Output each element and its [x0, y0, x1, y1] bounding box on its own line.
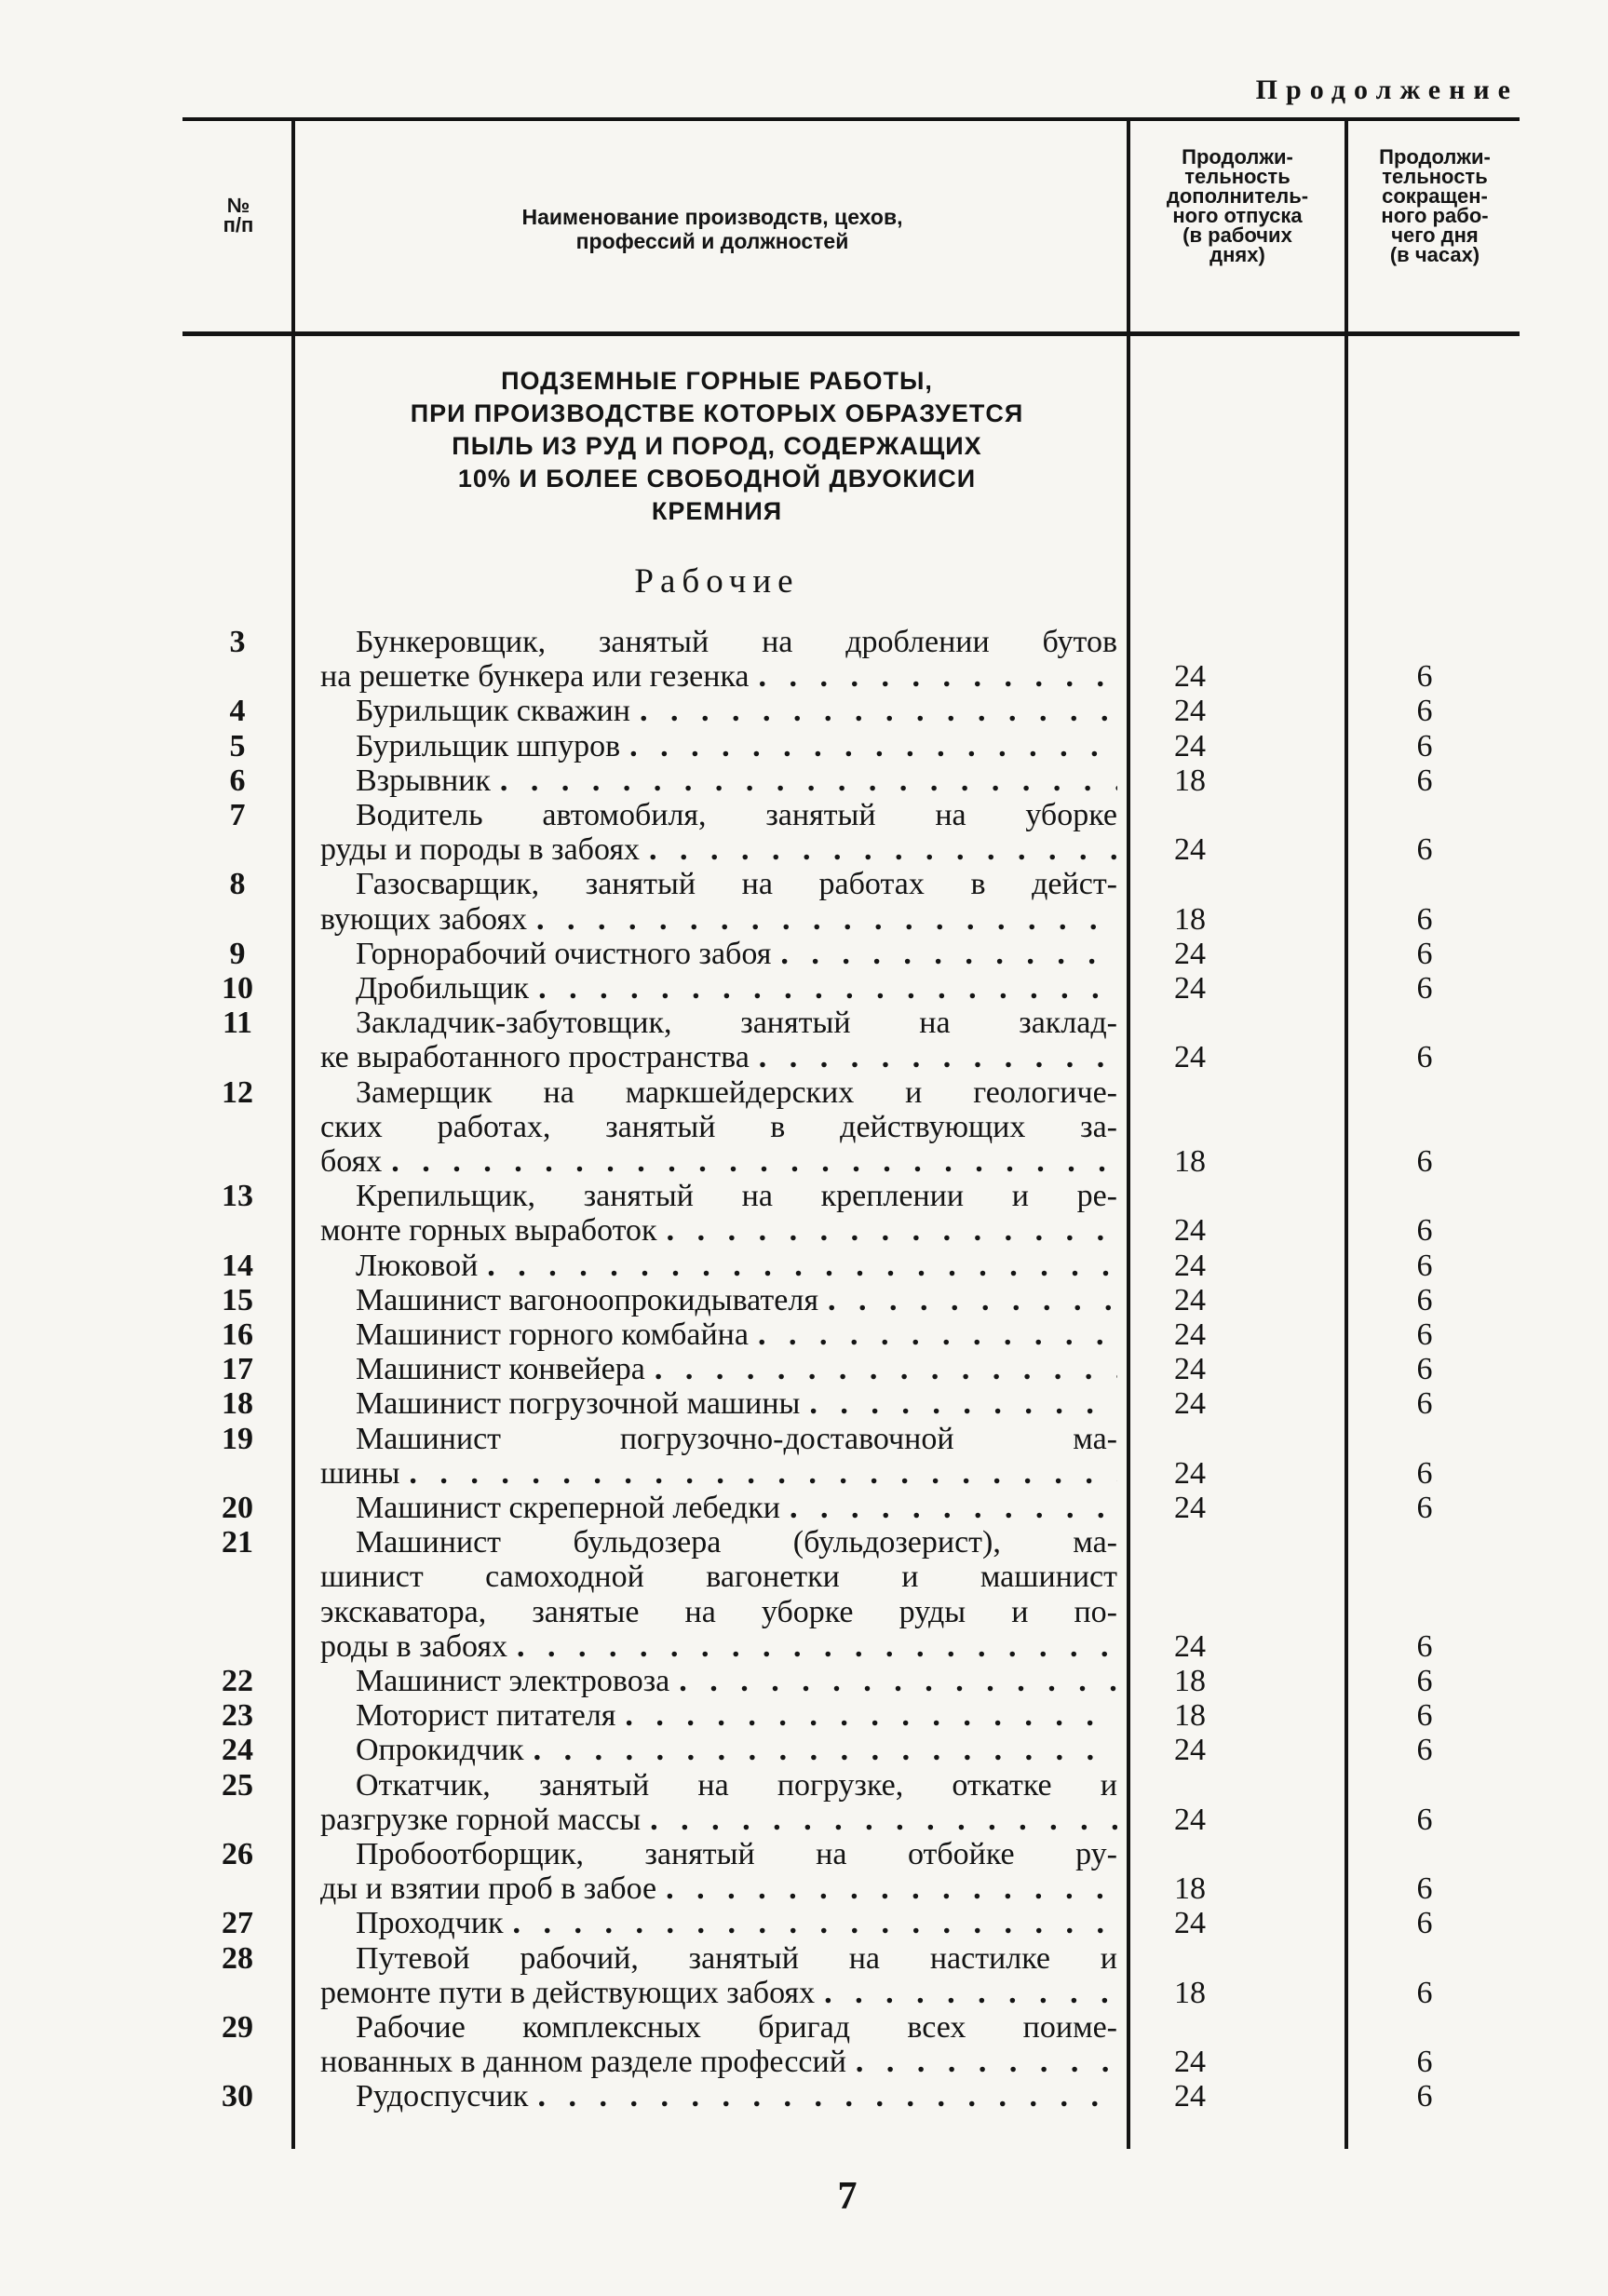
extra-leave-days: 24	[1174, 1628, 1206, 1664]
leader-dots	[529, 971, 1117, 1006]
row-text-line: нованных в данном разделе профессий . . .	[320, 2045, 1117, 2079]
page-number: 7	[837, 2175, 858, 2218]
leader-dots	[750, 659, 1118, 694]
row-number: 7	[229, 798, 246, 832]
short-day-hours: 6	[1416, 1871, 1433, 1907]
short-day-hours: 6	[1416, 2045, 1433, 2080]
row-text-line: Газосварщик, занятый на работах в дейст-	[356, 867, 1117, 902]
short-day-hours: 6	[1416, 971, 1433, 1006]
extra-leave-days: 24	[1174, 1802, 1206, 1837]
row-text-line: Крепильщик, занятый на креплении и ре-	[356, 1179, 1117, 1214]
row-text-line: Машинист бульдозера (бульдозерист), ма-	[356, 1525, 1117, 1560]
header-num: № п/п	[223, 194, 254, 236]
short-day-hours: 6	[1416, 832, 1433, 868]
extra-leave-days: 24	[1174, 1386, 1206, 1422]
short-day-hours: 6	[1416, 1906, 1433, 1941]
column-rule-3	[1345, 119, 1348, 2149]
row-text-line: Машинист конвейера . . .	[320, 1352, 1117, 1386]
row-text-line: Бункеровщик, занятый на дроблении бутов	[356, 625, 1117, 659]
leader-dots	[800, 1386, 1117, 1421]
row-text-line: Пробоотборщик, занятый на отбойке ру-	[356, 1837, 1117, 1871]
row-number: 23	[222, 1698, 253, 1734]
extra-leave-days: 24	[1174, 1733, 1206, 1768]
short-day-hours: 6	[1416, 1628, 1433, 1664]
extra-leave-days: 18	[1174, 1871, 1206, 1907]
leader-dots	[656, 1871, 1117, 1906]
row-number: 30	[222, 2079, 253, 2114]
short-day-hours: 6	[1416, 1664, 1433, 1698]
extra-leave-days: 18	[1174, 1698, 1206, 1734]
row-text-line: Закладчик-забутовщик, занятый на заклад-	[356, 1006, 1117, 1041]
leader-dots	[657, 1213, 1117, 1248]
extra-leave-days: 24	[1174, 1040, 1206, 1075]
short-day-hours: 6	[1416, 1040, 1433, 1075]
row-text-line: Взрывник . . .	[320, 763, 1117, 798]
leader-dots	[620, 729, 1117, 763]
extra-leave-days: 24	[1174, 1248, 1206, 1283]
short-day-hours: 6	[1416, 1317, 1433, 1352]
row-number: 24	[222, 1733, 253, 1768]
row-text-line: Водитель автомобиля, занятый на уборке	[356, 798, 1117, 832]
extra-leave-days: 24	[1174, 694, 1206, 729]
leader-dots	[780, 1491, 1117, 1525]
row-text-line: на решетке бункера или гезенка . . .	[320, 659, 1117, 694]
row-text-line: монте горных выработок . . .	[320, 1213, 1117, 1248]
row-text-line: Люковой . . .	[320, 1249, 1117, 1283]
short-day-hours: 6	[1416, 763, 1433, 798]
leader-dots	[491, 763, 1117, 798]
row-number: 11	[222, 1006, 253, 1041]
short-day-hours: 6	[1416, 1248, 1433, 1283]
extra-leave-days: 24	[1174, 936, 1206, 971]
row-text-line: Машинист горного комбайна . . .	[320, 1317, 1117, 1352]
row-text-line: ды и взятии проб в забое . . .	[320, 1871, 1117, 1906]
extra-leave-days: 24	[1174, 659, 1206, 695]
short-day-hours: 6	[1416, 1144, 1433, 1179]
leader-dots	[641, 1803, 1117, 1837]
leader-dots	[846, 2045, 1117, 2079]
row-number: 9	[229, 936, 246, 971]
row-text-line: боях . . .	[320, 1144, 1117, 1179]
extra-leave-days: 24	[1174, 1282, 1206, 1317]
workers-subheading: Рабочие	[634, 562, 800, 601]
row-number: 6	[229, 763, 246, 798]
row-text-line: Моторист питателя . . .	[320, 1698, 1117, 1733]
row-text-line: руды и породы в забоях . . .	[320, 832, 1117, 867]
extra-leave-days: 24	[1174, 1455, 1206, 1491]
row-number: 12	[222, 1074, 253, 1110]
column-rule-1	[291, 119, 295, 2149]
row-text-line: разгрузке горной массы . . .	[320, 1803, 1117, 1837]
extra-leave-days: 24	[1174, 2045, 1206, 2080]
row-text-line: шины . . .	[320, 1456, 1117, 1491]
extra-leave-days: 24	[1174, 2079, 1206, 2114]
continued-label: Продолжение	[1255, 74, 1519, 105]
row-text-line: Рабочие комплексных бригад всех поиме-	[356, 2010, 1117, 2045]
leader-dots	[669, 1664, 1117, 1698]
short-day-hours: 6	[1416, 1455, 1433, 1491]
leader-dots	[528, 2079, 1117, 2114]
leader-dots	[630, 694, 1117, 728]
row-number: 28	[222, 1940, 253, 1976]
short-day-hours: 6	[1416, 1698, 1433, 1734]
leader-dots	[615, 1698, 1117, 1733]
row-text-line: Бурильщик шпуров . . .	[320, 729, 1117, 763]
row-text-line: Дробильщик . . .	[320, 971, 1117, 1006]
header-bottom-rule	[182, 331, 1520, 336]
row-text-line: Машинист погрузочно-доставочной ма-	[356, 1421, 1117, 1456]
row-number: 8	[229, 867, 246, 902]
short-day-hours: 6	[1416, 1282, 1433, 1317]
short-day-hours: 6	[1416, 1802, 1433, 1837]
leader-dots	[640, 832, 1117, 867]
short-day-hours: 6	[1416, 659, 1433, 695]
leader-dots	[815, 1976, 1117, 2010]
short-day-hours: 6	[1416, 1733, 1433, 1768]
short-day-hours: 6	[1416, 728, 1433, 763]
row-text-line: роды в забоях . . .	[320, 1629, 1117, 1664]
leader-dots	[818, 1283, 1117, 1317]
row-text-line: Опрокидчик . . .	[320, 1733, 1117, 1767]
leader-dots	[399, 1456, 1117, 1491]
header-top-rule	[182, 117, 1520, 121]
row-number: 16	[222, 1317, 253, 1352]
column-rule-2	[1127, 119, 1130, 2149]
extra-leave-days: 18	[1174, 901, 1206, 937]
leader-dots	[749, 1317, 1117, 1352]
row-number: 5	[229, 728, 246, 763]
row-number: 27	[222, 1906, 253, 1941]
row-number: 22	[222, 1664, 253, 1698]
extra-leave-days: 24	[1174, 1491, 1206, 1525]
extra-leave-days: 18	[1174, 1144, 1206, 1179]
section-title: ПОДЗЕМНЫЕ ГОРНЫЕ РАБОТЫ, ПРИ ПРОИЗВОДСТВЕ КОТОРЫХ ОБРАЗУЕТСЯ ПЫЛЬ ИЗ РУД И ПОРОД, СОДЕРЖАЩИХ 10% И БОЛЕЕ СВОБОДНОЙ ДВУОКИСИ КРЕМНИЯ	[410, 367, 1024, 525]
row-text-line: Рудоспусчик . . .	[320, 2079, 1117, 2114]
row-number: 21	[222, 1525, 253, 1560]
header-name: Наименование производств, цехов, профессий и должностей	[521, 205, 903, 253]
extra-leave-days: 24	[1174, 1317, 1206, 1352]
short-day-hours: 6	[1416, 1975, 1433, 2010]
row-text-line: Машинист скреперной лебедки . . .	[320, 1491, 1117, 1525]
short-day-hours: 6	[1416, 694, 1433, 729]
row-text-line: Откатчик, занятый на погрузке, откатке и	[356, 1767, 1117, 1803]
leader-dots	[504, 1906, 1117, 1940]
row-text-line: вующих забоях . . .	[320, 902, 1117, 937]
row-text-line: Горнорабочий очистного забоя . . .	[320, 937, 1117, 971]
row-number: 4	[229, 694, 246, 729]
row-text-line: Замерщик на маркшейдерских и геологиче-	[356, 1074, 1117, 1110]
row-text-line: Бурильщик скважин . . .	[320, 694, 1117, 728]
short-day-hours: 6	[1416, 1213, 1433, 1249]
leader-dots	[527, 902, 1117, 937]
short-day-hours: 6	[1416, 936, 1433, 971]
short-day-hours: 6	[1416, 2079, 1433, 2114]
row-text-line: Путевой рабочий, занятый на настилке и	[356, 1940, 1117, 1976]
extra-leave-days: 24	[1174, 832, 1206, 868]
leader-dots	[524, 1733, 1117, 1767]
row-number: 15	[222, 1282, 253, 1317]
row-number: 17	[222, 1352, 253, 1387]
extra-leave-days: 24	[1174, 728, 1206, 763]
leader-dots	[750, 1040, 1117, 1074]
extra-leave-days: 18	[1174, 1975, 1206, 2010]
row-text-line: Машинист погрузочной машины . . .	[320, 1386, 1117, 1421]
leader-dots	[645, 1352, 1117, 1386]
row-number: 13	[222, 1179, 253, 1214]
row-text-line: шинист самоходной вагонетки и машинист	[320, 1560, 1117, 1595]
row-text-line: экскаватора, занятые на уборке руды и по-	[320, 1594, 1117, 1629]
header-short-day: Продолжи- тельность сокращен- ного рабо- чего дня (в часах)	[1379, 145, 1491, 266]
row-number: 14	[222, 1248, 253, 1283]
row-number: 10	[222, 971, 253, 1006]
row-number: 26	[222, 1837, 253, 1871]
extra-leave-days: 24	[1174, 1906, 1206, 1941]
row-number: 3	[229, 625, 246, 659]
row-text-line: Машинист электровоза . . .	[320, 1664, 1117, 1698]
leader-dots	[478, 1249, 1117, 1283]
short-day-hours: 6	[1416, 1491, 1433, 1525]
row-number: 29	[222, 2010, 253, 2045]
row-number: 19	[222, 1421, 253, 1456]
row-text-line: ских работах, занятый в действующих за-	[320, 1109, 1117, 1144]
row-text-line: ремонте пути в действующих забоях . . .	[320, 1976, 1117, 2010]
short-day-hours: 6	[1416, 1386, 1433, 1422]
row-number: 25	[222, 1767, 253, 1803]
extra-leave-days: 24	[1174, 1352, 1206, 1387]
row-text-line: ке выработанного пространства . . .	[320, 1040, 1117, 1074]
extra-leave-days: 24	[1174, 1213, 1206, 1249]
row-text-line: Проходчик . . .	[320, 1906, 1117, 1940]
row-number: 18	[222, 1386, 253, 1422]
extra-leave-days: 24	[1174, 971, 1206, 1006]
header-extra-leave: Продолжи- тельность дополнитель- ного отпуска (в рабочих днях)	[1166, 145, 1309, 266]
extra-leave-days: 18	[1174, 1664, 1206, 1698]
leader-dots	[771, 937, 1117, 971]
short-day-hours: 6	[1416, 1352, 1433, 1387]
extra-leave-days: 18	[1174, 763, 1206, 798]
leader-dots	[382, 1144, 1117, 1179]
short-day-hours: 6	[1416, 901, 1433, 937]
leader-dots	[507, 1629, 1117, 1664]
row-number: 20	[222, 1491, 253, 1525]
row-text-line: Машинист вагоноопрокидывателя . . .	[320, 1283, 1117, 1317]
